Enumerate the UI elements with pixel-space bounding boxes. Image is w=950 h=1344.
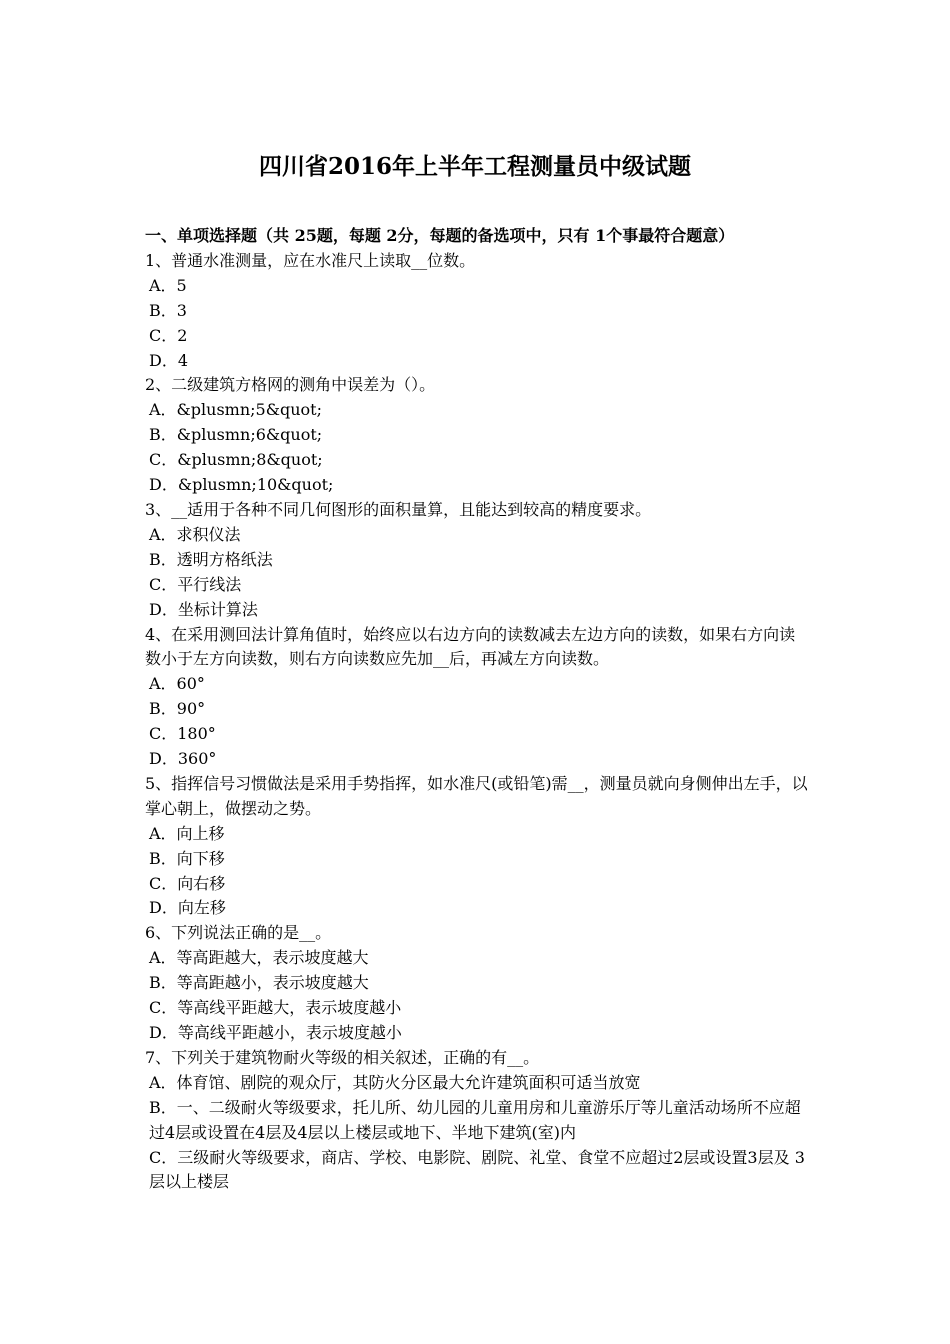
option-d: D．4 bbox=[149, 350, 189, 370]
option-b: B．等高距越小，表示坡度越大 bbox=[149, 973, 369, 993]
option-c: C．&plusmn;8&quot; bbox=[149, 450, 323, 470]
option-d: D．坐标计算法 bbox=[149, 599, 258, 619]
option-c: C．向右移 bbox=[149, 873, 226, 893]
option-d: D．等高线平距越小，表示坡度越小 bbox=[149, 1023, 402, 1042]
option-list bbox=[145, 398, 810, 498]
question-6 bbox=[145, 921, 810, 1046]
option-c: C．180° bbox=[149, 724, 216, 744]
option-list bbox=[145, 1071, 810, 1196]
option-d: D．360° bbox=[149, 749, 217, 769]
option-c: C．平行线法 bbox=[149, 574, 242, 594]
question-text: 6、下列说法正确的是__。 bbox=[145, 923, 332, 943]
option-a: A．体育馆、剧院的观众厅，其防火分区最大允许建筑面积可适当放宽 bbox=[149, 1072, 641, 1092]
option-list bbox=[145, 822, 810, 922]
option-c: C．等高线平距越大，表示坡度越小 bbox=[149, 998, 402, 1018]
option-d: D．向左移 bbox=[149, 898, 226, 918]
option-a: A．等高距越大，表示坡度越大 bbox=[149, 948, 369, 968]
question-text: 4、在采用测回法计算角值时，始终应以右边方向的读数减去左边方向的读数，如果右方向读数小于左方向读数，则右方向读数应先加__后，再减左方向读数。 bbox=[145, 624, 796, 669]
option-b: B．3 bbox=[149, 300, 187, 320]
option-b: B．90° bbox=[149, 699, 206, 719]
question-2 bbox=[145, 373, 810, 498]
document-body bbox=[145, 224, 810, 1195]
option-list bbox=[145, 672, 810, 772]
option-list bbox=[145, 946, 810, 1046]
section-heading: 一、单项选择题（共 25题，每题 2分，每题的备选项中，只有 1个事最符合题意） bbox=[145, 226, 735, 245]
option-c: C．2 bbox=[149, 325, 188, 345]
question-5 bbox=[145, 772, 810, 921]
option-list bbox=[145, 274, 810, 374]
option-b: B．一、二级耐火等级要求，托儿所、幼儿园的儿童用房和儿童游乐厅等儿童活动场所不应超过4层或设置在4层及4层以上楼层或地下、半地下建筑(室)内 bbox=[149, 1097, 801, 1142]
option-a: A．5 bbox=[149, 275, 187, 295]
question-text: 2、二级建筑方格网的测角中误差为（）。 bbox=[145, 375, 436, 395]
option-list bbox=[145, 523, 810, 623]
option-a: A．向上移 bbox=[149, 823, 225, 843]
question-1 bbox=[145, 249, 810, 374]
option-a: A．求积仪法 bbox=[149, 524, 241, 544]
option-d: D．&plusmn;10&quot; bbox=[149, 475, 334, 495]
question-text: 5、指挥信号习惯做法是采用手势指挥，如水准尺(或铅笔)需__，测量员就向身侧伸出左手，以掌心朝上，做摆动之势。 bbox=[145, 773, 808, 818]
option-b: B．向下移 bbox=[149, 848, 225, 868]
option-a: A．60° bbox=[149, 674, 205, 694]
option-a: A．&plusmn;5&quot; bbox=[149, 400, 322, 420]
question-7 bbox=[145, 1046, 810, 1195]
document-title: 四川省2016年上半年工程测量员中级试题 bbox=[258, 153, 691, 180]
option-b: B．透明方格纸法 bbox=[149, 549, 273, 569]
question-3 bbox=[145, 498, 810, 623]
question-text: 1、普通水准测量，应在水准尺上读取__位数。 bbox=[145, 250, 476, 270]
question-text: 3、__适用于各种不同几何图形的面积量算，且能达到较高的精度要求。 bbox=[145, 499, 652, 519]
question-4 bbox=[145, 623, 810, 772]
option-c: C．三级耐火等级要求，商店、学校、电影院、剧院、礼堂、食堂不应超过2层或设置3层及 3层以上楼层 bbox=[149, 1147, 805, 1192]
option-b: B．&plusmn;6&quot; bbox=[149, 425, 323, 445]
question-text: 7、下列关于建筑物耐火等级的相关叙述，正确的有__。 bbox=[145, 1047, 540, 1067]
